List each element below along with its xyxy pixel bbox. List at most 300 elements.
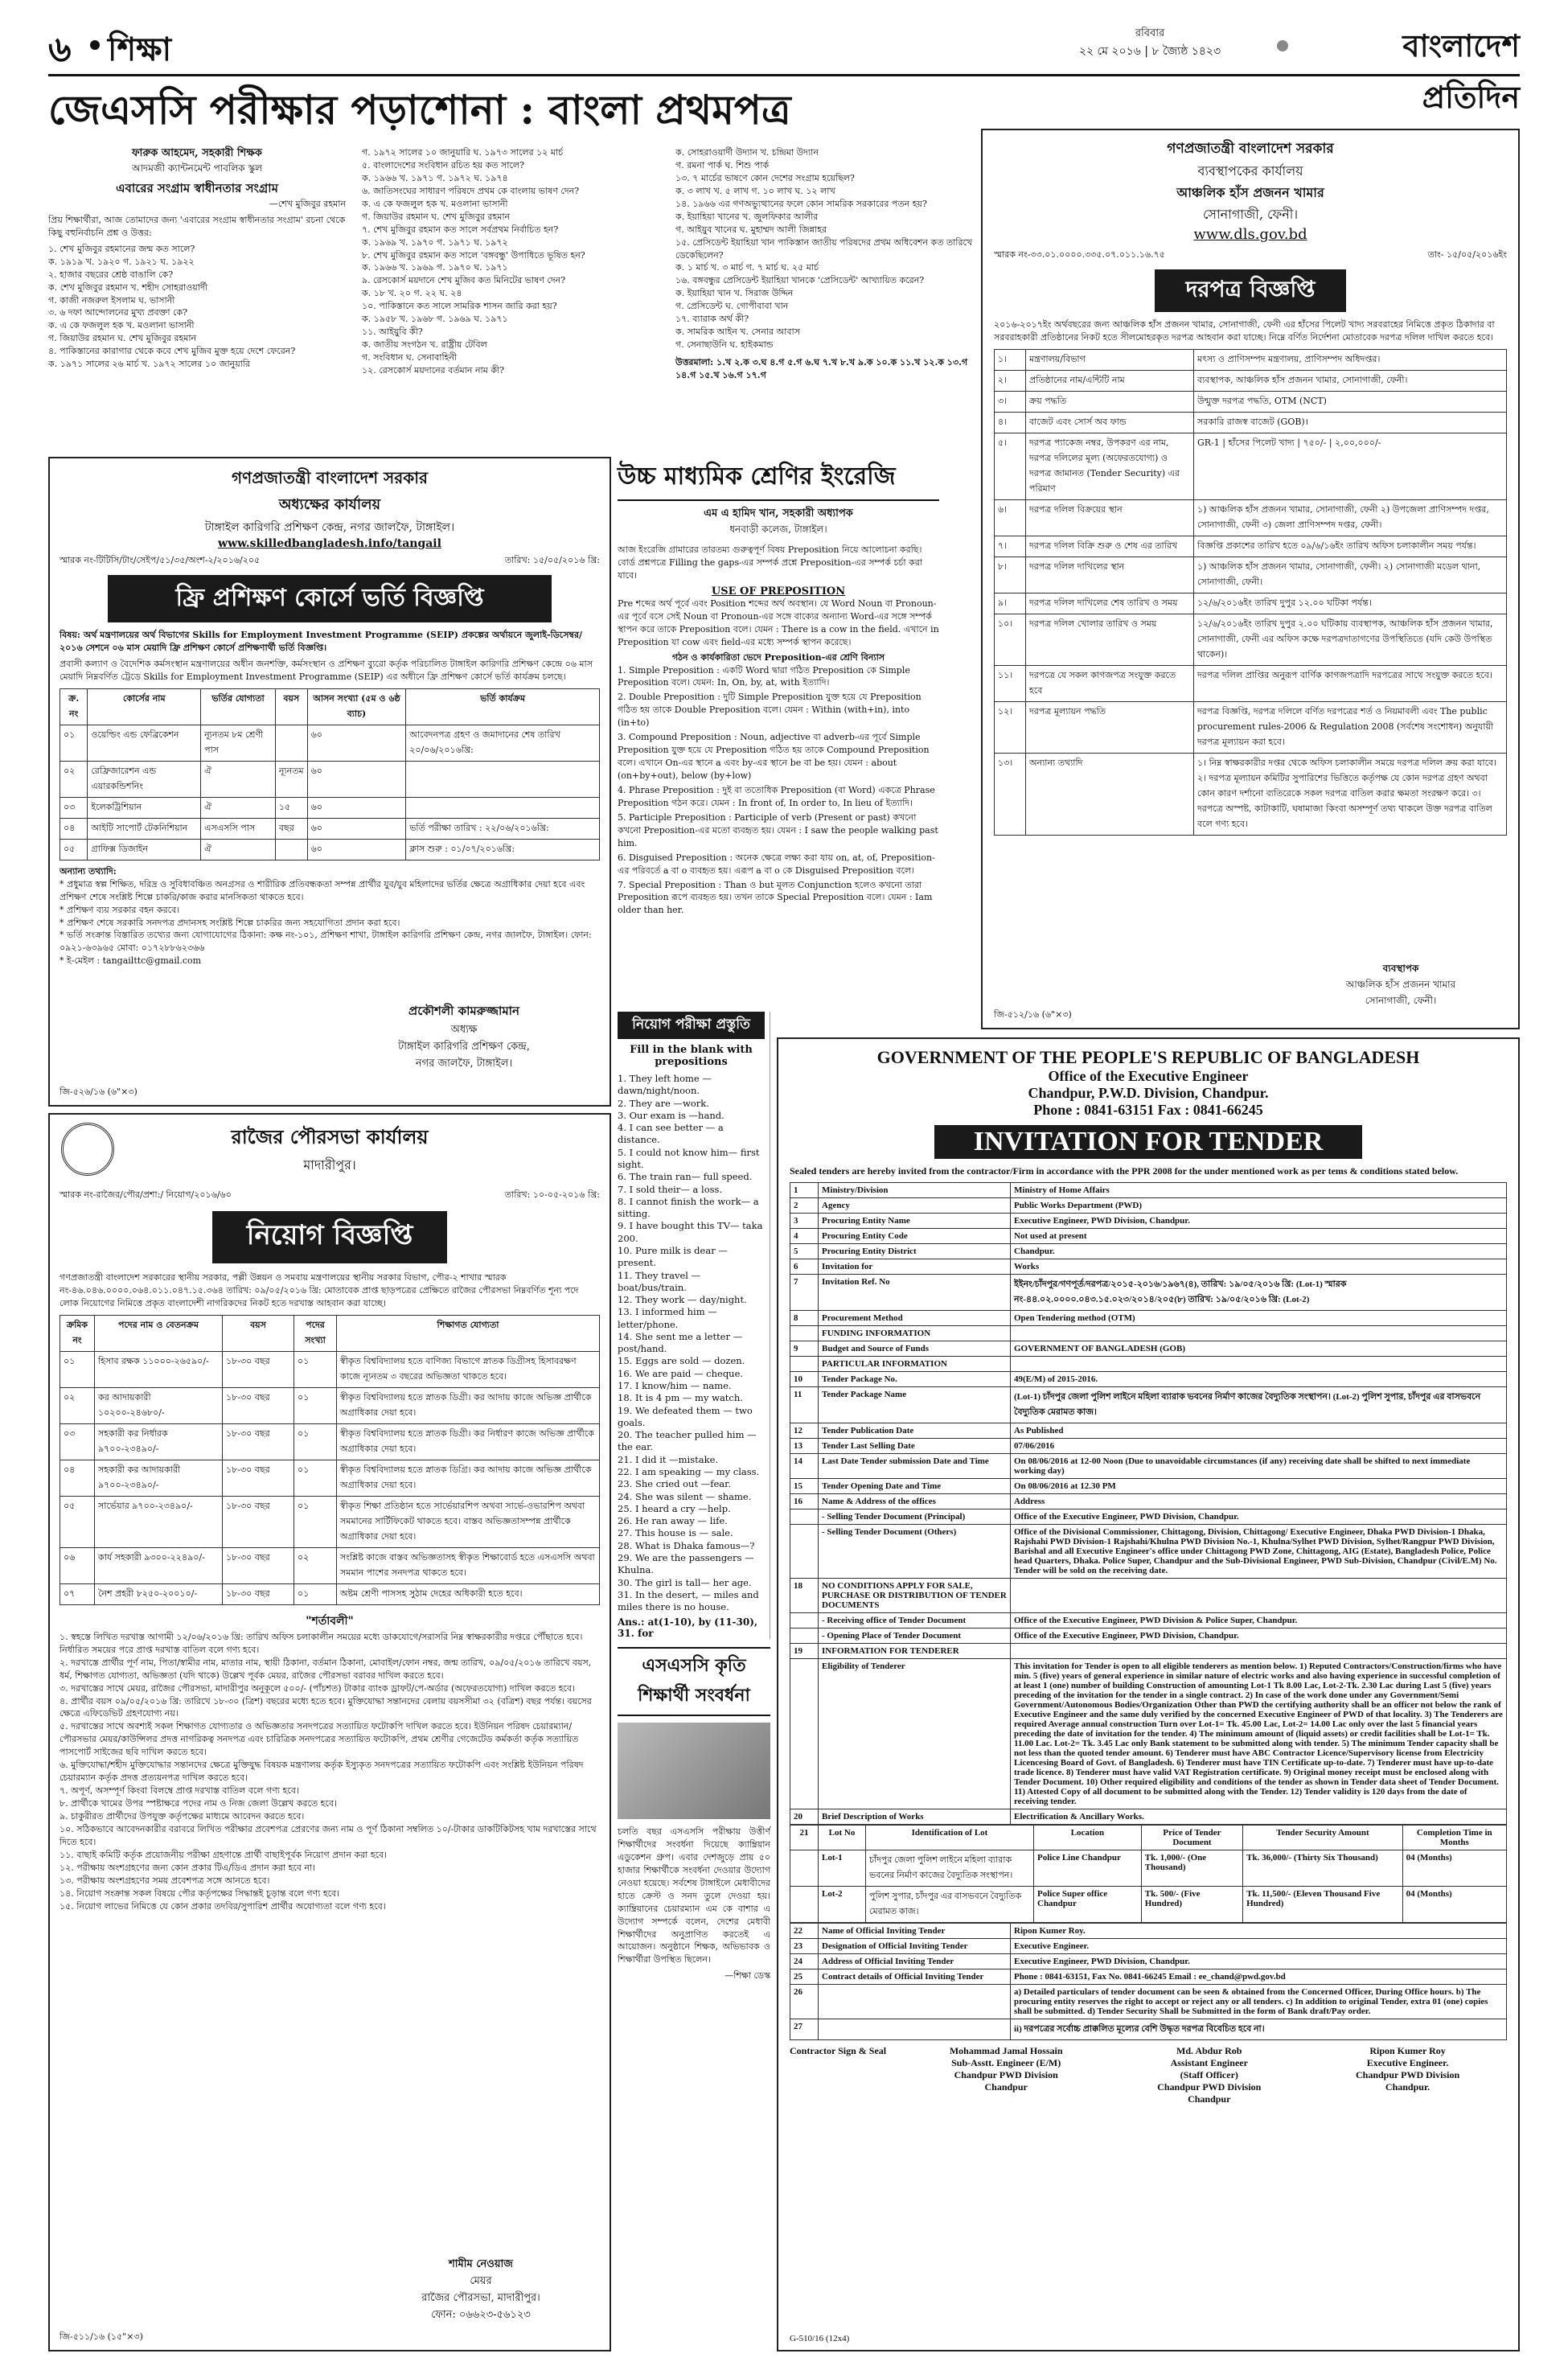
hsc-kind: 2. Double Preposition : দুটি Simple Preposition যুক্ত হয়ে যে Preposition গঠিত হয় তাকে Double Preposition বলে। যেমন : Within (with+in), into (in+to) <box>618 692 922 729</box>
pwd-table-row <box>790 1985 1507 2019</box>
jsc-question-line: ক. ইয়াহিয়া খান খ. সিরাজ উদ্দিন <box>675 288 794 299</box>
pwd-table-row-cell <box>790 1326 819 1341</box>
rajoir-condition: ১৫. নিয়োগ লাভের নিমিত্তে যে কোন প্রকার তদবির/সুপারিশ প্রার্থীর অযোগ্যতা বলে গণ্য হবে। <box>60 1900 386 1912</box>
jsc-question-line: গ. জিয়াউর রহমান ঘ. শেখ মুজিবুর রহমান <box>48 333 197 344</box>
hsc-kinds <box>618 664 939 918</box>
jsc-question-line: ১২. রেসকোর্স ময়দানের বর্তমান নাম কী? <box>362 364 505 376</box>
skills-table-header: আসন সংখ্যা (৫ম ও ৬ষ্ঠ ব্যাচ) <box>307 688 406 725</box>
pwd-table-row-cell: Ministry/Division <box>819 1183 1011 1198</box>
skills-table-header: বয়স <box>275 688 307 725</box>
niyog-item: 17. I know/him — name. <box>618 1380 732 1392</box>
pwd-lot-row-cell: Tk. 1,000/- (One Thousand) <box>1141 1850 1242 1887</box>
skills-table-row-cell: ০৩ <box>60 797 88 818</box>
niyog-items <box>618 1073 765 1613</box>
pwd-signer-line: Chandpur <box>1188 2093 1231 2105</box>
pwd-table-row-cell: Name of Official Inviting Tender <box>819 1924 1011 1939</box>
skills-sign-title: অধ্যক্ষ <box>450 1024 478 1036</box>
pwd-signer <box>1356 2045 1459 2105</box>
skills-table-header: ক্র. নং <box>60 688 88 725</box>
pwd-table-row <box>790 1259 1507 1275</box>
rajoir-sign-phone: ফোন: ০৬৬২৩-৫৬১২৩ <box>431 2309 531 2321</box>
rajoir-table-row-cell: ১৮-৩০ বছর <box>223 1460 294 1496</box>
pwd-table-row <box>790 1969 1507 1985</box>
skills-table-row-cell: আইটি সাপোর্ট টেকনিশিয়ান <box>88 818 201 839</box>
niyog-item: 30. The girl is tall— her age. <box>618 1576 752 1588</box>
rajoir-memo-date: তারিখ: ১০-০৫-২০১৬ খ্রি: <box>504 1189 600 1200</box>
pwd-table-row-cell <box>819 2019 1011 2040</box>
rajoir-table-row-cell: ০৪ <box>60 1460 95 1496</box>
rajoir-table-row-cell: সংশ্লিষ্ট কাজে বাস্তব অভিজ্ঞতাসহ স্বীকৃত শিক্ষাবোর্ড হতে এসএসসি অথবা সমমান পাশের সনদপত্র থাকতে হবে। <box>337 1547 600 1583</box>
dls-table-row <box>995 753 1507 835</box>
skills-table-row-cell <box>275 839 307 860</box>
pwd-table-row-cell: 5 <box>790 1244 819 1259</box>
skills-memo-date: তারিখ: ১৫/০৫/২০১৬ খ্রি: <box>504 555 600 565</box>
rajoir-table-row-cell: ০৭ <box>60 1583 95 1604</box>
dls-table-row-cell: দরপত্র প্যাকেজ নম্বর, উপকরণ এর নাম, দরপত্র দলিলের মূল্য (অফেরতযোগ্য) ও দরপত্র জামানত (Tender Security) এর পরিমাণ <box>1026 433 1194 499</box>
pwd-table-row-cell <box>790 1659 819 1809</box>
pwd-lot-row-cell: Tk. 11,500/- (Eleven Thousand Five Hundred) <box>1243 1887 1402 1923</box>
skills-table-row-cell: ভর্তি পরীক্ষা তারিখ : ২২/০৬/২০১৬খ্রি: <box>406 818 600 839</box>
skills-subject: বিষয়: অর্থ মন্ত্রণালয়ের অর্থ বিভাগের Skills for Employment Investment Programme (SEIP) প্রকল্পের অর্থায়নে জুলাই-ডিসেম্বর/২০১৬ সেশনে ০৬ মাস মেয়াদি ফ্রি প্রশিক্ষণ কোর্সে প্রশিক্ষণার্থী ভর্তি বিজ্ঞপ্তি। <box>60 630 583 653</box>
dls-table-row-cell: ৪। <box>995 412 1026 433</box>
skills-table-row-cell: ঐ <box>201 761 276 797</box>
niyog-item: 16. We are paid — cheque. <box>618 1367 744 1379</box>
skills-table-row-cell: ন্যূনতম ৮ম শ্রেণী পাস <box>201 725 276 761</box>
dls-table <box>994 349 1507 836</box>
dls-table-row-cell: মৎস্য ও প্রাণিসম্পদ মন্ত্রণালয়, প্রাণিসম্পদ অধিদপ্তর। <box>1194 349 1507 370</box>
pwd-table-row-cell <box>790 1357 819 1372</box>
pwd-table-row <box>790 1198 1507 1214</box>
pwd-table-row-cell: 24 <box>790 1954 819 1969</box>
pwd-table-row-cell: a) Detailed particulars of tender document can be seen & obtained from the Concerned Officer, During Office hours. b) The procuring entity reserves the right to accept or reject any or all tenders. c) In addition to original Tender, extra 01 (one) copies shall be submitted. d) Tender Security Shall be Submitted in the form of Bank draft/Pay order. <box>1011 1985 1507 2019</box>
pwd-table-row-cell: 10 <box>790 1372 819 1387</box>
dls-intro: ২০১৬-২০১৭ইং অর্থবছরের জন্য আঞ্চলিক হাঁস প্রজনন খামার, সোনাগাজী, ফেনী এর হাঁসের পিলেট খাদ্য সরবরাহের নিমিত্তে প্রকৃত ঠিকাদার বা সরবরাহকারী প্রতিষ্ঠানের নিকট হতে সীলমোহরকৃত দরপত্র আহবান করা যাচ্ছে। নিম্নে বর্ণিত নির্দেশনা মোতাবেক দরপত্র দলিল দাখিল করতে হবে। <box>994 319 1495 343</box>
niyog-item: 22. I am speaking — my class. <box>618 1466 760 1477</box>
jsc-title: জেএসসি পরীক্ষার পড়াশোনা : বাংলা প্রথমপত্র <box>48 86 791 133</box>
pwd-table-row-cell: 18 <box>790 1579 819 1613</box>
skills-para: প্রবাসী কল্যাণ ও বৈদেশিক কর্মসংস্থান মন্ত্রণালয়ের অধীন জনশক্তি, কর্মসংস্থান ও প্রশিক্ষণ ব্যুরো কর্তৃক পরিচালিত টাঙ্গাইল কারিগরি প্রশিক্ষণ কেন্দ্রে ০৬ মাস মেয়াদি নিম্নবর্ণিত ট্রেডে Skills for Employment Investment Programme (SEIP) এর অধীনে ফ্রি প্রশিক্ষণ কোর্সে ভর্তি কার্যক্রম চলছে। <box>60 658 593 682</box>
niyog-item: 12. They work — day/night. <box>618 1294 747 1306</box>
header-date: ২২ মে ২০১৬ | ৮ জ্যৈষ্ঠ ১৪২৩ <box>1078 45 1221 58</box>
jsc-question-line: ক. ১৯৬৬ খ. ১৯৭১ গ. ১৯৭২ ঘ. ১৯৭৪ <box>362 172 508 183</box>
skills-table-row <box>60 797 600 818</box>
jsc-question-line: গ. সংবিধান ঘ. সেনাবাহিনী <box>362 352 458 363</box>
pwd-office: Office of the Executive Engineer <box>1048 1068 1249 1084</box>
jsc-answers: উত্তরমালা: ১.খ ২.ক ৩.ঘ ৪.গ ৫.গ ৬.ঘ ৭.খ ৮.খ ৯.ক ১০.ক ১১.খ ১২.ক ১৩.গ ১৪.গ ১৫.খ ১৬.গ ১৭.গ <box>675 357 968 380</box>
pwd-table-row-cell: Office of the Executive Engineer, PWD Division, Chandpur. <box>1011 1509 1507 1525</box>
pwd-table-row-cell: Works <box>1011 1259 1507 1275</box>
skills-table-row <box>60 839 600 860</box>
dls-office: ব্যবস্থাপকের কার্যালয় <box>1197 163 1303 179</box>
pwd-table-row <box>790 1372 1507 1387</box>
skills-url[interactable]: www.skilledbangladesh.info/tangail <box>218 537 441 550</box>
rajoir-table-row-cell: ১৮-৩০ বছর <box>223 1496 294 1547</box>
dls-table-row-cell: ১২/৬/২০১৬ইং তারিখ দুপুর ১২.০০ ঘটিকা পর্যন্ত। <box>1194 593 1507 614</box>
rajoir-condition: ৬. মুক্তিযোদ্ধা/শহীদ মুক্তিযোদ্ধার সন্তানদের ক্ষেত্রে মুক্তিযুদ্ধ বিষয়ক মন্ত্রণালয় কর্তৃক ইস্যুকৃত সনদপত্রের সত্যায়িত ফটোকপি এবং সংশ্লিষ্ট ইউনিয়ন পরিষদ চেয়ারম্যান কর্তৃক প্রদত্ত প্রত্যয়নপত্র দাখিল করতে হবে। <box>60 1760 584 1784</box>
dls-table-row-cell: ক্রয় পদ্ধতি <box>1026 391 1194 412</box>
bullet-icon <box>1277 40 1288 51</box>
hsc-kind: 3. Compound Preposition : Noun, adjective বা adverb-এর পূর্বে Simple Preposition যুক্ত হয়ে যে Preposition গঠিত হয় তাকে Compound Preposition বলে। এখানে On-এর স্থানে a এবং by-এর স্থানে be বা be হয়। যেমন : about (on+by+out), below (by+low) <box>618 732 930 781</box>
pwd-table-row <box>790 1326 1507 1341</box>
pwd-table-row <box>790 1939 1507 1954</box>
pwd-table-row <box>790 1579 1507 1613</box>
niyog-item: 3. Our exam is —hand. <box>618 1109 724 1121</box>
pwd-lot-row-cell: Police Line Chandpur <box>1034 1850 1142 1887</box>
jsc-question-line: ১৩. ৭ মার্চের ভাষণে কোন দেশের সংগ্রাম হয়েছিল? <box>675 172 855 183</box>
skills-table-row-cell: ইলেকট্রিশিয়ান <box>88 797 201 818</box>
niyog-item: 10. Pure milk is dear — present. <box>618 1244 728 1269</box>
rajoir-signature <box>368 2257 593 2324</box>
jsc-question-line: ২. হাজার বছরের শ্রেষ্ঠ বাঙালি কে? <box>48 269 174 280</box>
jsc-question-line: ক. ১৯৬৯ খ. ১৯৭০ গ. ১৯৭১ ঘ. ১৯৭২ <box>362 236 508 248</box>
pwd-signer-line: Chandpur PWD Division <box>954 2069 1058 2080</box>
rajoir-table-row-cell: সহকারী কর নির্ধারক ৯৭০০-২৩৪৯০/- <box>95 1423 223 1460</box>
dls-table-row-cell: ৭। <box>995 536 1026 557</box>
pwd-signer-line: Assistant Engineer <box>1170 2057 1248 2068</box>
rajoir-table-row-cell: সহকারী কর আদায়কারী ৯৭০০-২৩৪৯০/- <box>95 1460 223 1496</box>
rajoir-table-row-cell: ০১ <box>294 1387 337 1423</box>
jsc-question-line: ক. জাতীয় সংগঠন খ. রাষ্ট্রীয় টেবিল <box>362 339 487 351</box>
pwd-code: G-510/16 (12x4) <box>790 2334 850 2343</box>
rajoir-code: জি-৫১১/১৬ (১৫"×৩) <box>60 2331 143 2343</box>
pwd-lot-table <box>790 1825 1507 1923</box>
pwd-table-row-cell: 23 <box>790 1939 819 1954</box>
dls-signature <box>1296 962 1505 1010</box>
niyog-item: 5. I could not know him— first sight. <box>618 1146 760 1170</box>
rajoir-table-row-cell: অষ্টম শ্রেণী পাসসহ সুঠাম দেহের অধিকারী হতে হবে। <box>337 1583 600 1604</box>
pwd-table-row <box>790 1644 1507 1659</box>
dls-table-row <box>995 499 1507 536</box>
pwd-table-row <box>790 2019 1507 2040</box>
pwd-table-row <box>790 1387 1507 1423</box>
pwd-signer-line: Mohammad Jamal Hossain <box>949 2045 1063 2056</box>
rajoir-sign-name: শামীম নেওয়াজ <box>449 2258 513 2270</box>
pwd-lot-row-cell: Police Super office Chandpur <box>1034 1887 1142 1923</box>
pwd-table-row-cell: Address <box>1011 1494 1507 1509</box>
pwd-signer-line: Chandpur PWD Division <box>1157 2081 1262 2093</box>
dls-table-row-cell: ১২। <box>995 701 1026 753</box>
pwd-table-row-cell: Agency <box>819 1198 1011 1214</box>
pwd-table-row <box>790 1311 1507 1326</box>
pwd-table-row-cell: This invitation for Tender is open to all eligible tenderers as mention below. 1) Reputed Contractors/Construction/firms who have min. 5 (five) years of general experience in similar nature of electric works and also having experience in successful completion of at least 1 (one) number of building Construction of amounting Lot-1 Tk 8.00 Lac, Lot-2-Tk. 2.30 Lac during Last 5 (five) years preceding of the invitation for the tender in a single contract. 2) In case of the work done under any Government/Semi Government/Autonomous Bodies/Organization Other than PWD the certifying authority shall be an officer not below the rank of Executive Engineer and the same duly verified by the concerned Executive Engineer of PWD of that locality. 3) The Tenderers are required Average annual construction Turn over Lot-1= Tk. 45.00 Lac, Lot-2= 14.00 Lac only over the last 5 financial years preceding the date of invitation for the tender. 4) The minimum amount of (liquid assets) or credit facilities shall be Lot-1= Tk. 11.00 Lac. Lot-2= Tk. 3.45 Lac only Bank statement to be submitted along with tender. 5) The minimum Tender capacity shall be not less than the quoted tender amount. 6) Tenderer must have ABC Contractor Licence/Supervisory license from Electricity Licencesing Board of Govt. of Bangladesh. 6) Tenderer must have TIN Certificate up-to-date. 7) Tenderer must have up-to-date trade licence. 8) Tenderer must have valid VAT Registration certificate. 9) Original money receipt must be enclosed along with Tender Document. 10) Other required eligibility and conditions of the tender as shown in Tender data sheet of Tender Document. 11) Attested Copy of all document to be submitted along with the Tender. 12) Tender validity is 120 days from the date of receiving tender. <box>1011 1659 1507 1809</box>
skills-signature <box>331 1002 597 1073</box>
dls-table-row-cell: মন্ত্রণালয়/বিভাগ <box>1026 349 1194 370</box>
niyog-item: 26. He ran away — life. <box>618 1515 728 1527</box>
pwd-table-row-cell: 27 <box>790 2019 819 2040</box>
dls-table-row <box>995 614 1507 665</box>
skills-table-header: কোর্সের নাম <box>88 688 201 725</box>
pwd-table-row-cell: Procuring Entity District <box>819 1244 1011 1259</box>
dls-table-row-cell: ১। <box>995 349 1026 370</box>
dls-memo-date: তাং- ১৫/০৫/২০১৬ইং <box>1427 249 1507 260</box>
jsc-chapter-by: —শেখ মুজিবুর রহমান <box>269 198 346 209</box>
niyog-item: 21. I did it —mistake. <box>618 1453 719 1465</box>
pwd-table-row <box>790 1924 1507 1939</box>
rajoir-table-header: পদের নাম ও বেতনক্রম <box>95 1315 223 1351</box>
rajoir-table-row <box>60 1351 600 1387</box>
pwd-signer-line: Executive Engineer. <box>1366 2057 1449 2068</box>
pwd-lot-row-cell: পুলিশ সুপার, চাঁদপুর এর বাসভবনে বৈদ্যুতিক মেরামত কাজ। <box>866 1887 1034 1923</box>
dls-table-row-cell: ৮। <box>995 557 1026 593</box>
jsc-question-line: ৫. বাংলাদেশের সংবিধান রচিত হয় কত সালে? <box>362 159 524 170</box>
pwd-table-row <box>790 1341 1507 1357</box>
rajoir-table-row-cell: ১৮-৩০ বছর <box>223 1351 294 1387</box>
dls-table-row <box>995 433 1507 499</box>
pwd-table-row <box>790 1509 1507 1525</box>
pwd-table-row-cell: Not used at present <box>1011 1229 1507 1244</box>
dls-table-row-cell: ১১। <box>995 665 1026 701</box>
pwd-table-row-cell: ii) দরপত্রের সর্বোচ্চ প্রাক্কলিত মূল্যের বেশি উদ্ধৃত দরপত্র বিবেচিত হবে না। <box>1011 2019 1507 2040</box>
niyog-item: 11. They travel — boat/bus/train. <box>618 1269 701 1293</box>
pwd-table-row-cell <box>1011 1326 1507 1341</box>
rajoir-table-row <box>60 1583 600 1604</box>
rajoir-table-row-cell: ১৮-৩০ বছর <box>223 1423 294 1460</box>
pwd-table-row <box>790 1229 1507 1244</box>
pwd-table-row <box>790 1659 1507 1809</box>
dls-place: সোনাগাজী, ফেনী। <box>1202 207 1299 222</box>
pwd-table-row-cell: - Selling Tender Document (Others) <box>819 1525 1011 1579</box>
skills-table-row-cell: ৬০ <box>307 839 406 860</box>
dls-table-row-cell: অন্যান্য তথ্যাদি <box>1026 753 1194 835</box>
skills-table-row-cell: রেফ্রিজারেশন এন্ড এয়ারকন্ডিশনিং <box>88 761 201 797</box>
dls-table-row-cell: দরপত্র দলিল দাখিলের শেষ তারিখ ও সময় <box>1026 593 1194 614</box>
pwd-table-row-cell: Public Works Department (PWD) <box>1011 1198 1507 1214</box>
skills-table-row-cell <box>406 761 600 797</box>
pwd-table-row-cell: 8 <box>790 1311 819 1326</box>
dls-table-row <box>995 349 1507 370</box>
jsc-question-line: ১৪. ১৯৬৬ এর গণঅভ্যুত্থানের ফলে কোন সামরিক সরকারের পতন হয়? <box>675 198 927 209</box>
pwd-table-row-cell: Designation of Official Inviting Tender <box>819 1939 1011 1954</box>
pwd-table-row-cell: Tender Last Selling Date <box>819 1439 1011 1454</box>
dls-gov: গণপ্রজাতন্ত্রী বাংলাদেশ সরকার <box>1167 141 1334 157</box>
rajoir-condition: ৩. দরখাস্তের সাথে মেয়র, রাজৈর পৌরসভা, মাদারীপুর অনুকূলে ৫০০/- (পাঁচশত) টাকার ব্যাংক ড্রাফট/পে-অর্ডার (অফেরতযোগ্য) দাখিল করতে হবে। <box>60 1682 576 1694</box>
skills-banner: ফ্রি প্রশিক্ষণ কোর্সে ভর্তি বিজ্ঞপ্তি <box>108 575 552 622</box>
pwd-table-row-cell <box>1011 1644 1507 1659</box>
dls-table-row-cell: দরপত্র দলিল দাখিলের স্থান <box>1026 557 1194 593</box>
dls-table-row-cell: দরপত্র বিজ্ঞপ্তি, দরপত্র দলিলে বর্ণিত দরপত্রের শর্ত ও নিয়মাবলী এবং The public procurement rules-2006 & Regulation 2008 (সর্বশেষ সংশোধন) অনুযায়ী দরপত্র মূল্যায়ন করা হবে। <box>1194 701 1507 753</box>
pwd-table-row <box>790 1423 1507 1439</box>
pwd-table-row-cell: - Selling Tender Document (Principal) <box>819 1509 1011 1525</box>
rajoir-office: রাজৈর পৌরসভা কার্যালয় <box>231 1125 429 1148</box>
pwd-table-row-cell: Open Tendering method (OTM) <box>1011 1311 1507 1326</box>
pwd-lot-header: Completion Time in Months <box>1402 1826 1506 1850</box>
pwd-lot-header: Identification of Lot <box>866 1826 1034 1850</box>
pwd-table-row <box>790 1454 1507 1479</box>
rajoir-table-row <box>60 1496 600 1547</box>
pwd-table-row-cell: Budget and Source of Funds <box>819 1341 1011 1357</box>
ssc-text: চলতি বছর এসএসসি পরীক্ষায় উত্তীর্ণ শিক্ষার্থীদের সংবর্ধনা দিয়েছে ক্যাম্ব্রিয়ান এডুকেশন গ্রুপ। এবার দেশজুড়ে প্রায় ৫০ হাজার শিক্ষার্থীকে সংবর্ধনা দেওয়ার উদ্যোগ নেওয়া হয়েছে। সর্বশেষ টাঙ্গাইলে মেধাবীদের হাতে ক্রেস্ট ও সনদ তুলে দেওয়া হয়। ক্যাম্ব্রিয়ানের চেয়ারম্যান এম কে বাশার এ উদ্যোগ সম্পর্কে বলেন, দেশের মেধাবী শিক্ষার্থীদের অনুপ্রাণিত করতেই এ আয়োজন। অনুষ্ঠানে শিক্ষক, অভিভাবক ও শিক্ষার্থীরা উপস্থিত ছিলেন। <box>618 1826 770 1965</box>
ssc-title: এসএসসি কৃতি শিক্ষার্থী সংবর্ধনা <box>618 1647 770 1716</box>
jsc-question-line: ক. ১৯৬৬ খ. ১৯৬৯ গ. ১৯৭০ ঘ. ১৯৭১ <box>362 262 508 273</box>
pwd-table-row-cell: Electrification & Ancillary Works. <box>1011 1809 1507 1825</box>
pwd-table-row-cell: 22 <box>790 1924 819 1939</box>
jsc-question-line: ক. এ কে ফজলুল হক খ. মওলানা ভাসানী <box>362 198 508 209</box>
pwd-table-row-cell: 25 <box>790 1969 819 1985</box>
rajoir-table-row-cell: স্বীকৃত বিশ্ববিদ্যালয় হতে স্নাতক ডিগ্রী। কর নির্ধারণ কাজে অভিজ্ঞ প্রার্থীকে অগ্রাধিকার দেয়া হবে। <box>337 1423 600 1460</box>
dls-table-row-cell: ১৩। <box>995 753 1026 835</box>
dls-ad <box>981 129 1520 1029</box>
rajoir-sign-office: রাজৈর পৌরসভা, মাদারীপুর। <box>421 2292 540 2304</box>
jsc-question-line: ১. শেখ মুজিবুর রহমানের জন্ম কত সালে? <box>48 243 195 254</box>
pwd-signatures <box>790 2045 1507 2105</box>
rajoir-table-row-cell: ০২ <box>60 1387 95 1423</box>
pwd-table-row-cell: Procurement Method <box>819 1311 1011 1326</box>
pwd-table-row-cell: Phone : 0841-63151, Fax No. 0841-66245 Email : ee_chand@pwd.gov.bd <box>1011 1969 1507 1985</box>
pwd-table-row <box>790 1494 1507 1509</box>
rajoir-table-row-cell: ০১ <box>294 1460 337 1496</box>
pwd-table-row-cell: 07/06/2016 <box>1011 1439 1507 1454</box>
pwd-table-row-cell: Name & Address of the offices <box>819 1494 1011 1509</box>
dls-table-row-cell: উন্মুক্ত দরপত্র পদ্ধতি, OTM (NCT) <box>1194 391 1507 412</box>
niyog-answers: Ans.: at(1-10), by (11-30), 31. for <box>618 1616 758 1640</box>
pwd-table-row-cell: 1 <box>790 1183 819 1198</box>
jsc-col-1 <box>48 146 346 450</box>
pwd-table-row <box>790 1629 1507 1644</box>
niyog-item: 14. She sent me a letter — post/hand. <box>618 1330 743 1355</box>
jsc-author: ফারুক আহমেদ, সহকারী শিক্ষক <box>132 147 262 159</box>
niyog-item: 9. I have bought this TV— taka 200. <box>618 1220 763 1244</box>
skills-table-row <box>60 761 600 797</box>
rajoir-table-row-cell: ১৮-৩০ বছর <box>223 1387 294 1423</box>
pwd-table-row-cell: Invitation for <box>819 1259 1011 1275</box>
rajoir-table-row-cell: ০১ <box>294 1496 337 1547</box>
dls-table-row-cell: ৬। <box>995 499 1026 536</box>
skills-table-row-cell: ৬০ <box>307 797 406 818</box>
brand-logo: বাংলাদেশ প্রতিদিন <box>1402 27 1520 115</box>
jsc-article <box>48 80 973 450</box>
pwd-table-row-cell <box>790 1509 819 1525</box>
dls-table-row-cell: ৯। <box>995 593 1026 614</box>
niyog-item: 23. She cried out —fear. <box>618 1478 732 1490</box>
jsc-question-line: ৩. ৬ দফা আন্দোলনের মুখ্য প্রবক্তা কে? <box>48 307 188 318</box>
rajoir-table-row-cell: কার্য সহকারী ৯৩০০-২২৪৯০/- <box>95 1547 223 1583</box>
jsc-question-line: ১০. পাকিস্তানে কত সালে সামরিক শাসন জারি করা হয়? <box>362 301 557 312</box>
pwd-table-2 <box>790 1923 1507 2040</box>
jsc-question-line: গ. জিয়াউর রহমান ঘ. শেখ মুজিবুর রহমান <box>362 211 511 222</box>
pwd-table-row-cell: Chandpur. <box>1011 1244 1507 1259</box>
jsc-question-line: ক. ৩ লাখ খ. ৫ লাখ গ. ১০ লাখ ঘ. ১২ লাখ <box>675 185 835 196</box>
dls-table-row-cell: ১) আঞ্চলিক হাঁস প্রজনন খামার, সোনাগাজী, ফেনী। ২) সোনাগাজী মডেল থানা, সোনাগাজী, ফেনী। <box>1194 557 1507 593</box>
rajoir-condition: ২. দরখাস্তে প্রার্থীর পূর্ণ নাম, পিতা/স্বামীর নাম, মাতার নাম, স্থায়ী ঠিকানা, বর্তমান ঠিকানা, মোবাইল/ফোন নম্বর, জন্ম তারিখ, ০৯/০৫/২০১৬ তারিখে বয়স, ধর্ম, শিক্ষাগত যোগ্যতা, অভিজ্ঞতা (যদি থাকে) উল্লেখ পূর্বক মেয়র, রাজৈর পৌরসভা বরাবর দাখিল করতে হবে। <box>60 1657 592 1681</box>
pwd-table-row <box>790 1183 1507 1198</box>
pwd-table-row <box>790 1613 1507 1629</box>
skills-note: * প্রশিক্ষণ শেষে সরকারি সনদপত্র প্রদানসহ সংশ্লিষ্ট শিল্পে চাকরির জন্য সহযোগিতা প্রদান করা হবে। <box>60 917 400 928</box>
skills-others-title: অন্যান্য তথ্যাদি: <box>60 865 117 877</box>
skills-table-row-cell: ৬০ <box>307 818 406 839</box>
skills-gov: গণপ্রজাতন্ত্রী বাংলাদেশ সরকার <box>232 468 428 487</box>
rajoir-condition: ১৩. পরীক্ষায় অংশগ্রহণের সময় প্রবেশপত্র সঙ্গে আনতে হবে। <box>60 1875 270 1886</box>
pwd-lot-row-cell <box>790 1887 819 1923</box>
rajoir-condition: ১৪. নিয়োগ সংক্রান্ত সকল বিষয়ে পৌর কর্তৃপক্ষের সিদ্ধান্তই চূড়ান্ত বলে গণ্য হবে। <box>60 1887 340 1899</box>
pwd-division: Chandpur, P.W.D. Division, Chandpur. <box>1028 1085 1269 1101</box>
pwd-lot-header: Location <box>1034 1826 1142 1850</box>
skills-table-row-cell: ক্লাস শুরু : ০১/০৭/২০১৬খ্রি: <box>406 839 600 860</box>
rajoir-banner: নিয়োগ বিজ্ঞপ্তি <box>212 1211 447 1263</box>
jsc-question-line: ৯. রেসকোর্স ময়দানে শেখ মুজিব কত মিনিটের ভাষণ দেন? <box>362 275 566 286</box>
dls-url[interactable]: www.dls.gov.bd <box>1193 226 1307 243</box>
jsc-question-line: ক. এ কে ফজলুল হক খ. মওলানা ভাসানী <box>48 320 195 331</box>
rajoir-conditions-title: "শর্তাবলী" <box>306 1614 354 1628</box>
niyog-item: 6. The train ran— full speed. <box>618 1171 753 1183</box>
niyog-item: 4. I can see better — a distance. <box>618 1122 724 1146</box>
rajoir-table-row-cell: স্বীকৃত বিশ্ববিদ্যালয় হতে স্নাতক ডিগ্রি। কর আদায় কাজে অভিজ্ঞ প্রার্থীকে অগ্রাধিকার দেয়া হবে। <box>337 1460 600 1496</box>
pwd-table-row-cell: 20 <box>790 1809 819 1825</box>
dls-table-row-cell: বিজ্ঞপ্তি প্রকাশের তারিখ হতে ০৯/৬/১৬ইং তারিখ অফিস চলাকালীন সময় পর্যন্ত। <box>1194 536 1507 557</box>
rajoir-conditions <box>60 1631 600 1913</box>
skills-table-row-cell: ০২ <box>60 761 88 797</box>
pwd-table-row-cell: ইইনং/চাঁদপুর/গণপূর্ত/দরপত্র/২০১৫-২০১৬/১৯৬৭(৪), তারিখ: ১৯/০৫/২০১৬ খ্রি: (Lot-1) স্মারক নং-৪৪.০২.০০০০.০৪৩.১৫.০২৩/২০১৪/২০৫(৮) তারিখ: ১৯/০৫/২০১৬ খ্রি: (Lot-2) <box>1011 1275 1507 1311</box>
pwd-signer-line: Chandpur <box>984 2081 1028 2093</box>
hsc-kinds-title: গঠন ও কার্যকারিতা ভেদে Preposition-এর শ্রেণি বিন্যাস <box>671 651 885 663</box>
skills-table-row-cell: গ্রাফিক্স ডিজাইন <box>88 839 201 860</box>
niyog-item: 24. She was silent — shame. <box>618 1490 752 1502</box>
skills-note: * ই-মেইল : tangailttc@gmail.com <box>60 955 202 967</box>
hsc-use-text: Pre শব্দের অর্থ পূর্বে এবং Position শব্দের অর্থ অবস্থান। যে Word Noun বা Pronoun-এর পূর্বে বসে সেই Noun বা Pronoun-এর সঙ্গে বাক্যের অন্যান্য Word-এর সঙ্গে সম্পর্ক স্থাপন করে তাকে Preposition বলে। যেমন : There is a cow in the field. এখানে in Preposition যা cow এবং field-এর মধ্যে সম্পর্ক স্থাপন করেছে। <box>618 598 939 647</box>
jsc-question-line: ক. ১৯১৯ খ. ১৯২০ গ. ১৯২১ ঘ. ১৯২২ <box>48 256 195 267</box>
rajoir-table-header: ক্রমিক নং <box>60 1315 95 1351</box>
rajoir-ad <box>48 1113 611 2351</box>
niyog-item: 15. Eggs are sold — dozen. <box>618 1355 745 1367</box>
niyog-item: 29. We are the passengers — Khulna. <box>618 1551 754 1576</box>
dls-table-row-cell: ৫। <box>995 433 1026 499</box>
pwd-table-row-cell <box>1011 1579 1507 1613</box>
pwd-lot-row-cell: Lot-1 <box>819 1850 866 1887</box>
jsc-question-line: ১৬. বঙ্গবন্ধুর প্রেসিডেন্ট ইয়াহিয়া খানকে 'প্রেসিডেন্ট' আখ্যায়িত করেন? <box>675 275 925 286</box>
niyog-item: 7. I sold their— a loss. <box>618 1183 723 1195</box>
pwd-table-row-cell: Contract details of Official Inviting Tender <box>819 1969 1011 1985</box>
jsc-question-line: ১৫. প্রেসিডেন্ট ইয়াহিয়া খান পাকিস্তান জাতীয় পরিষদের প্রথম অধিবেশন কত তারিখে ডেকেছিলেন? <box>675 236 973 261</box>
rajoir-table-header: শিক্ষাগত যোগ্যতা <box>337 1315 600 1351</box>
pwd-lot-header: 21 <box>790 1826 819 1850</box>
skills-table-row-cell: ১৫ <box>275 797 307 818</box>
skills-center: টাঙ্গাইল কারিগরি প্রশিক্ষণ কেন্দ্র, নগর জালফৈ, টাঙ্গাইল। <box>204 521 455 534</box>
pwd-table-row-cell: Office of the Divisional Commissioner, Chittagong, Division, Chittagong/ Executive Engineer, Dhaka PWD Division-1 Dhaka, Rajshahi PWD Division-1 Rajshahi/Khulna PWD Division No.-1, Khulna/Sylhet PWD Division, Sylhet/Rangpur PWD Division, Barishal and all Executive Engineer's office under Chittagong PWD Zone, Chittagong, AIG (Estate), Bangladesh Police, Police head Quarters, Dhaka. Police Super, Chandpur and the Sub-Divisional Engineer, PWD Sub-Division, Chandpur (Civil/E.M) No. Tender will be sold on the receiving date. <box>1011 1525 1507 1579</box>
jsc-questions-1 <box>48 243 346 371</box>
niyog-item: 31. In the desert, — miles and miles there is no house. <box>618 1588 759 1613</box>
rajoir-table-row-cell: নৈশ প্রহরী ৮২৫০-২০০১০/- <box>95 1583 223 1604</box>
jsc-col-3 <box>675 146 973 450</box>
skills-table-row-cell: ন্যূনতম <box>275 761 307 797</box>
rajoir-table-row-cell: সার্ভেয়ার ৯৭০০-২৩৪৯০/- <box>95 1496 223 1547</box>
pwd-table-row-cell: 12 <box>790 1423 819 1439</box>
pwd-table-row-cell: 4 <box>790 1229 819 1244</box>
ssc-article <box>618 1647 770 2355</box>
pwd-phone: Phone : 0841-63151 Fax : 0841-66245 <box>1033 1102 1263 1118</box>
rajoir-table-row-cell: ০১ <box>294 1423 337 1460</box>
skills-table-header: ভর্তির যোগ্যতা <box>201 688 276 725</box>
pwd-lot-row-cell: 04 (Months) <box>1402 1887 1506 1923</box>
hsc-kind: 7. Special Preposition : Than ও but মূলত Conjunction হলেও কখনো তারা Preposition রূপে ব্যবহৃত হয়। তখন তাকে Special Preposition বলে। যেমন : Iam older than her. <box>618 879 933 916</box>
dls-table-row-cell: দরপত্র দলিল বিক্রি শুরু ও শেষ এর তারিখ <box>1026 536 1194 557</box>
skills-code: জি-৫২৬/১৬ (৬"×৩) <box>60 1086 138 1098</box>
pwd-signer-line: Chandpur. <box>1385 2081 1430 2093</box>
rajoir-table-row-cell: কর আদায়কারী ১০২০০-২৪৬৮০/- <box>95 1387 223 1423</box>
pwd-lot-header: Lot No <box>819 1826 866 1850</box>
dls-banner: দরপত্র বিজ্ঞপ্তি <box>1155 269 1346 312</box>
rajoir-condition: ৮. প্রার্থীকে খামের উপর স্পষ্টাক্ষরে পদের নাম ও নিজ জেলা উল্লেখ করতে হবে। <box>60 1798 337 1809</box>
pwd-lot-row-cell: চাঁদপুর জেলা পুলিশ লাইনে মহিলা ব্যারাক ভবনের নির্মাণ কাজের বৈদ্যুতিক সংস্থাপন। <box>866 1850 1034 1887</box>
pwd-lot-row-cell: Lot-2 <box>819 1887 866 1923</box>
pwd-table-row-cell: (Lot-1) চাঁদপুর জেলা পুলিশ লাইনে মহিলা ব্যারাক ভবনের নির্মাণ কাজের বৈদ্যুতিক সংস্থাপন। (Lot-2) পুলিশ সুপার, চাঁদপুর এর বাসভবনে বৈদ্যুতিক মেরামত কাজ। <box>1011 1387 1507 1423</box>
pwd-lot-row <box>790 1887 1507 1923</box>
rajoir-condition: ৪. প্রার্থীর বয়স ০৯/০৫/২০১৬ খ্রি: তারিখে ১৮-৩০ (ত্রিশ) বছরের মধ্যে হতে হবে। মুক্তিযোদ্ধা সন্তানদের বেলায় বয়সসীমা ৩২ (বত্রিশ) বছর পর্যন্ত। বয়সের ক্ষেত্রে এফিডেভিট গ্রহণযোগ্য নয়। <box>60 1695 592 1719</box>
pwd-table-row-cell: As Published <box>1011 1423 1507 1439</box>
skills-table <box>60 688 600 860</box>
pwd-table-row-cell: 49(E/M) of 2015-2016. <box>1011 1372 1507 1387</box>
dls-table-row-cell: প্রতিষ্ঠানের নাম/এন্টিটি নাম <box>1026 370 1194 391</box>
dls-table-row-cell: সরকারি রাজস্ব বাজেট (GOB)। <box>1194 412 1507 433</box>
pwd-table-row-cell: Last Date Tender submission Date and Time <box>819 1454 1011 1479</box>
